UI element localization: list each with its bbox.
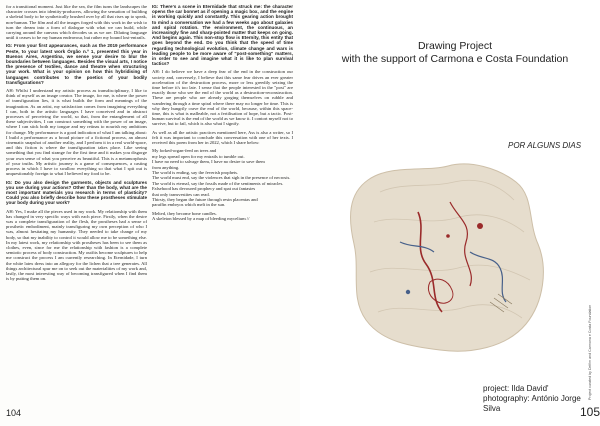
interview-question: IG: Do you also design the garments, objects and sculptures you use during your actions? Other than the body, what are the most important materials you research in terms of plasticity? Could you also briefly describe how these prostheses stimulate your body during your work? bbox=[6, 179, 147, 206]
vertical-caption bbox=[588, 270, 598, 400]
poem-line: Thirsty, they began the future through resin placentas and bbox=[152, 196, 258, 202]
text-column-right bbox=[152, 4, 293, 404]
paragraph: As well as all the artistic practices mentioned here, Ass is also a writer, so I felt it was important to conclude this conversation with one of her texts. I received this poem from her in 2022, which I share below: bbox=[152, 129, 293, 146]
project-header bbox=[320, 40, 590, 66]
project-credit: project: Ilda David' bbox=[483, 384, 549, 393]
poem-line: The world must end, say the violences that sigh in the presence of necrosis. bbox=[152, 175, 291, 181]
poem-stanza bbox=[152, 148, 293, 207]
paragraph: AH: Whilst I understand my artistic process as transdisciplinary, I like to think of myself as an image creator. The image, for me, is where the power of transfiguration lies, it is what builds the form and meanings of the imagination. As an artist, my satisfaction comes from imagining everything I can, both in the artistic languages I have conceived and in abstract processes of perceiving the world, so that, from the entanglement of all these subjectivities, I can construct something with the power of an image, where I can stick both my tongue and my retinas to nourish my ambitions for change. My performance is a good indication of what I am talking about: I build a performance as a broad picture of a fictional process, an almost cinematic snapshot of another reality, and I perform it in a real world-space, and this fiction is where the transfiguration takes place. Like seeing something that you find strange for the first time and it makes you disgorge your own sense of what you perceive as beautiful. This is a metamorphosis of your truths. My artistic journey is a game of consequences, a casting process in which I have to swallow everything so that what I spit out is unquestionably foreign to what I believed my food to be. bbox=[6, 88, 147, 177]
section-label: POR ALGUNS DIAS bbox=[508, 141, 582, 150]
poem-line: The world is eternal, say the fossils made of the sentiments of miracles. bbox=[152, 180, 284, 186]
poem-stanza bbox=[152, 211, 293, 222]
poem-line: from anything. bbox=[152, 164, 180, 170]
embroidered-fabric-artwork bbox=[330, 152, 560, 364]
vertical-caption-text: Project curated by Delfim and Carmona e Costa Foundation bbox=[588, 304, 592, 400]
poem-line: Melted, they become bone candles. bbox=[152, 210, 217, 216]
paragraph: for a transitional moment. Just like the sea, the film turns the landscapes the character crosses into identity-producers, allowing the sensation of building a skeletal body to be synthetically brushed over by all that rises up to speak, non-human. The film and all the images forged with this work in the wish to turn the dream into a form of dialogue with what we can build, while carrying around the canvass which decodes us as we are. Dilating language until it ceases to be my human endeavour, but rather my bound lost-entrails. bbox=[6, 4, 147, 41]
poem-line: The world is ending, say the feverish prophets. bbox=[152, 169, 239, 175]
poem-line: that only transvestites can read. bbox=[152, 191, 210, 197]
photography-credit: photography: António Jorge Silva bbox=[483, 394, 581, 413]
poem-line: paraffin embryos which melt in the sun. bbox=[152, 202, 226, 208]
poem-line: Falsehood has devoured prophecy and spat out fantasies bbox=[152, 186, 256, 192]
poem-line: A skeleton blessed by a map of bleeding mycelium // bbox=[152, 216, 250, 222]
paragraph: AH: I do believe we have a deep fear of the end in the construction our society and, conversely, I believe that this same fear drives an ever greater acceleration of the destruction process, more or less greedily seizing the time before it's too late. I sense that the people interested in the "post" are exactly those who see the end of the world as a destruction-reconstruction. These are people who are already gorging themselves on rubble and wandering through a time spiral where there may no longer be time. This is why they hungrily crave the end of the world, because, within this space-time, this is what is malleable, not a fertilisation of hope, but a tactic. Post-human survival is the end of the world as we know it. I contort myself not to survive, but to fail, which is also what I signify. bbox=[152, 69, 293, 127]
interview-question: IG: There's a scene in Eternidade that struck me: the character opens the car bonnet as if opening a magic box, and the engine is working quickly and constantly. This gearing action brought to mind a conversation we had a few weeks ago about galaxies and spiral rotation. The environment, the continuous, an increasingly fine and sharp-pointed matter that keeps on going. And begins again. This non-stop flow is Eternity, this entity that goes beyond the end. Do you think that the speed of time regarding technological evolution, climate change and wars is leading people to be more aware of "post-something" matters, in order to see and imagine what it is like to plan survival tactics? bbox=[152, 4, 293, 67]
paragraph: AH: Yes, I make all the pieces used in my work. My relationship with them has changed in very specific ways with each piece. Firstly, when the desire was a complete transfiguration of the flesh, the prostheses had a sense of prosthetic embodiment, mainly transfiguring my own perception of who I was, almost hesitating my humanity. They needed to take change of my body, so that my inability to control it would allow me to be something else. In my latest work, my relationship with prostheses has been to see them as clothes, even, since for me the relationship with fashion is a complete semiotic process of body construction. My outfits become sculptures to help me construct the process I am currently researching. In Eternidade, I turn the white latex dress into an allegory for the lichen that a tree generates. All things architectural spur me on to seek out the materialities of my work and, lastly, the most interesting way of becoming transfigured when I find them is by putting them on. bbox=[6, 208, 147, 282]
interview-question: IG: From your first appearances, such as the 2019 performance Peste, to your latest work Órgão n.º 1, presented this year in Buenos Aires, Argentina, we sense your desire to blur the boundaries between languages. Besides the visual arts, I notice the presence of textiles, dance and theatre when structuring your work. What is your opinion on how this hybridising of languages contributes to the poetics of your bodily transfigurations? bbox=[6, 43, 147, 85]
poem-line: I have no need to salvage them, I have no desire to save them bbox=[152, 159, 265, 165]
poem-line: my legs spread open for my entrails to tumble out. bbox=[152, 153, 245, 159]
project-title: Drawing Project bbox=[417, 40, 493, 52]
project-subtitle: with the support of Carmona e Costa Foundation bbox=[341, 53, 569, 65]
artwork-photo bbox=[330, 152, 560, 364]
page-number-right: 105 bbox=[580, 405, 600, 419]
text-column-left bbox=[6, 4, 147, 404]
page-number-left: 104 bbox=[6, 408, 22, 418]
poem-line: My forked-organ-feed on trees and bbox=[152, 148, 217, 154]
